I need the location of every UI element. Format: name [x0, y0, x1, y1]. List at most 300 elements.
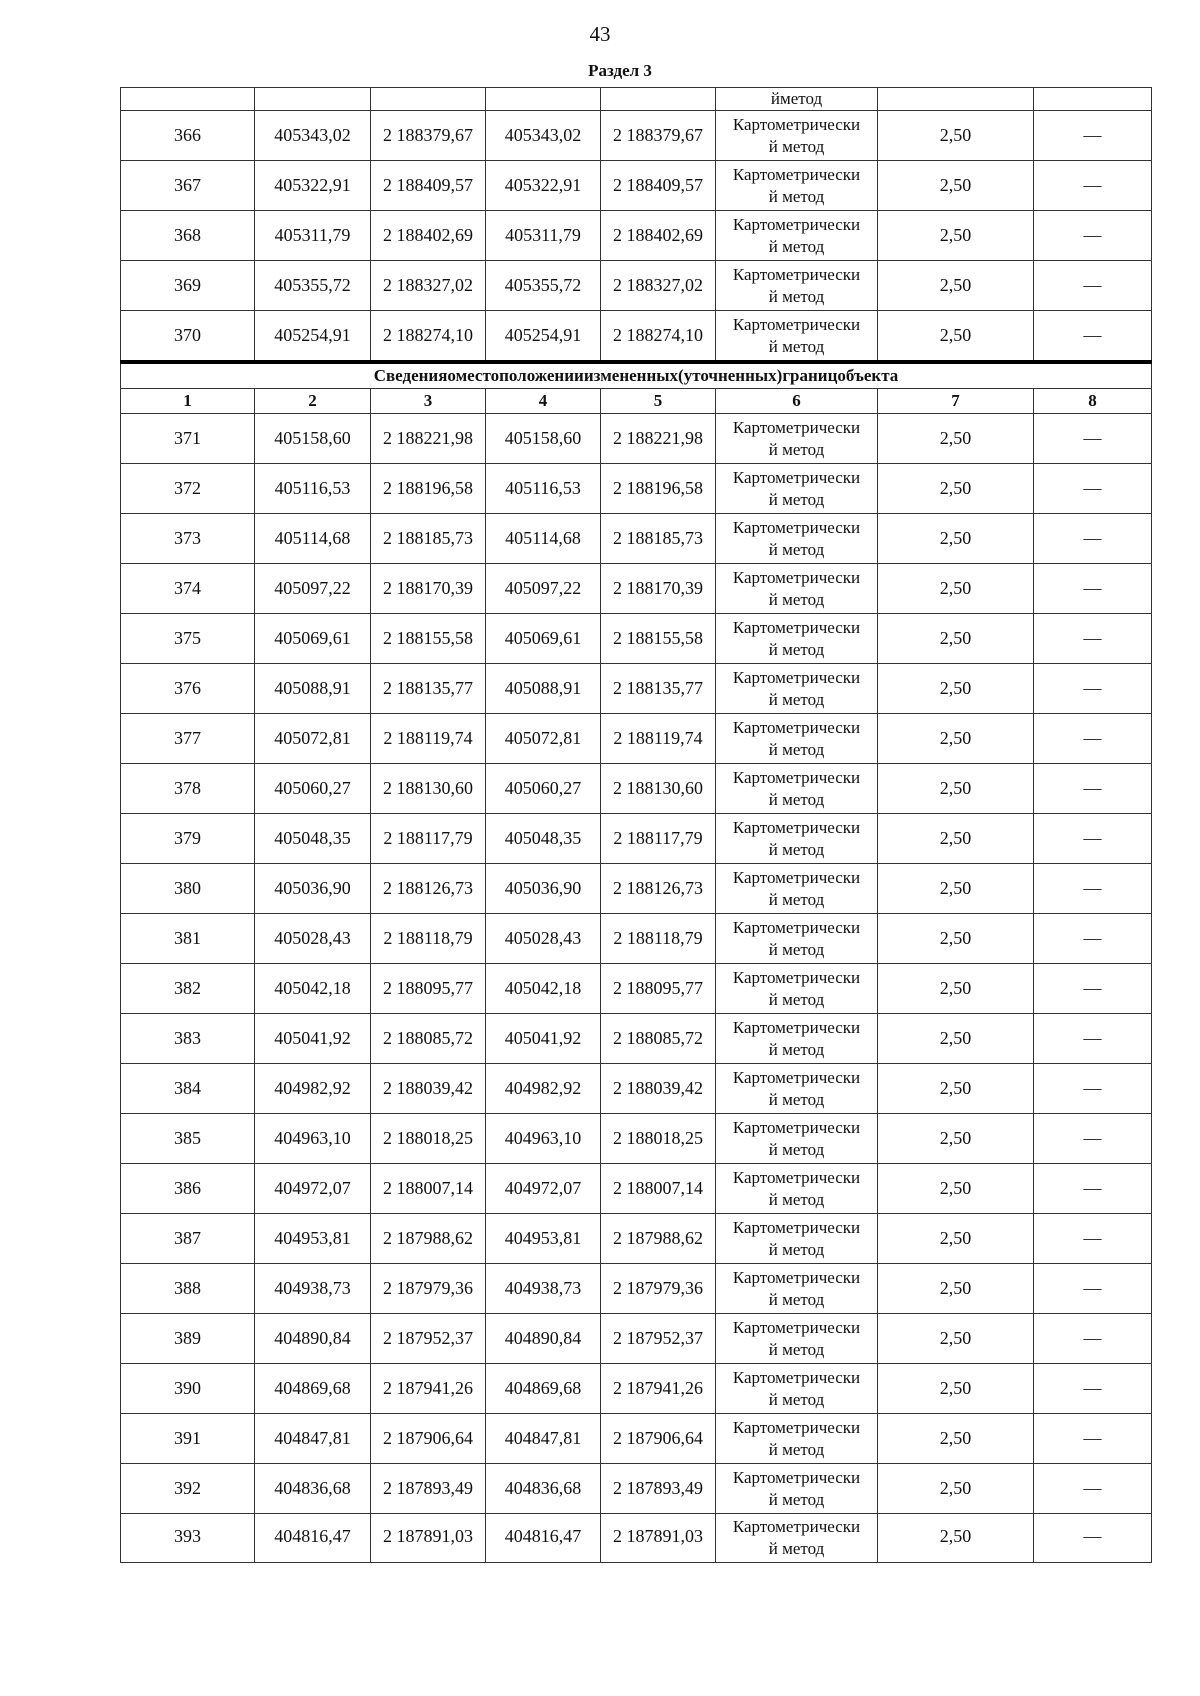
column-number: 8 [1034, 389, 1152, 414]
column-number: 5 [601, 389, 716, 414]
table-row [121, 964, 1152, 1014]
point-number-cell: 381 [121, 914, 255, 964]
method-cell [716, 211, 878, 261]
method-line1: Картометрически [732, 467, 861, 487]
y-new-cell: 2 188155,58 [601, 614, 716, 664]
subsection-row [121, 362, 1152, 389]
x-old-cell: 404890,84 [255, 1314, 371, 1364]
method-line2: й метод [768, 989, 825, 1009]
dash-cell: — [1034, 1314, 1152, 1364]
y-old-cell: 2 187988,62 [371, 1214, 486, 1264]
method-line1: Картометрически [732, 1217, 861, 1237]
table-row [121, 814, 1152, 864]
method-cell [716, 1414, 878, 1464]
table-row [121, 1114, 1152, 1164]
table-row [121, 1464, 1152, 1514]
column-number: 7 [878, 389, 1034, 414]
method-cell [716, 1014, 878, 1064]
x-old-cell: 405322,91 [255, 161, 371, 211]
accuracy-cell: 2,50 [878, 414, 1034, 464]
table-row [121, 514, 1152, 564]
method-line2: й метод [768, 1289, 825, 1309]
x-old-cell: 404963,10 [255, 1114, 371, 1164]
point-number-cell: 390 [121, 1364, 255, 1414]
table-row [121, 414, 1152, 464]
x-old-cell: 405041,92 [255, 1014, 371, 1064]
x-old-cell: 405158,60 [255, 414, 371, 464]
y-new-cell: 2 188135,77 [601, 664, 716, 714]
column-number: 3 [371, 389, 486, 414]
method-line1: Картометрически [732, 1267, 861, 1287]
x-old-cell: 404953,81 [255, 1214, 371, 1264]
y-new-cell: 2 188274,10 [601, 311, 716, 363]
x-old-cell: 405060,27 [255, 764, 371, 814]
accuracy-cell: 2,50 [878, 1114, 1034, 1164]
method-cell [716, 261, 878, 311]
table-row [121, 1414, 1152, 1464]
accuracy-cell: 2,50 [878, 564, 1034, 614]
accuracy-cell: 2,50 [878, 864, 1034, 914]
method-line2: й метод [768, 1489, 825, 1509]
x-old-cell: 405343,02 [255, 111, 371, 161]
method-line2: й метод [768, 1139, 825, 1159]
method-line1: Картометрически [732, 1417, 861, 1437]
y-new-cell: 2 187893,49 [601, 1464, 716, 1514]
method-line2: й метод [768, 639, 825, 659]
y-old-cell: 2 188039,42 [371, 1064, 486, 1114]
table-row [121, 914, 1152, 964]
coordinates-table [120, 87, 1152, 1563]
point-number-cell: 392 [121, 1464, 255, 1514]
x-old-cell: 404816,47 [255, 1514, 371, 1563]
method-line1: Картометрически [732, 867, 861, 887]
point-number-cell: 382 [121, 964, 255, 1014]
y-new-cell: 2 187979,36 [601, 1264, 716, 1314]
method-cell [716, 1064, 878, 1114]
y-old-cell: 2 188117,79 [371, 814, 486, 864]
y-old-cell: 2 188018,25 [371, 1114, 486, 1164]
x-new-cell: 405311,79 [486, 211, 601, 261]
x-new-cell: 405158,60 [486, 414, 601, 464]
table-row [121, 211, 1152, 261]
table-row [121, 1064, 1152, 1114]
table-row [121, 714, 1152, 764]
y-old-cell: 2 188185,73 [371, 514, 486, 564]
point-number-cell: 384 [121, 1064, 255, 1114]
method-line2: й метод [768, 489, 825, 509]
method-line1: Картометрически [732, 417, 861, 437]
x-old-cell: 405355,72 [255, 261, 371, 311]
method-line2: й метод [768, 1089, 825, 1109]
x-old-cell: 405114,68 [255, 514, 371, 564]
method-line1: Картометрически [732, 1317, 861, 1337]
accuracy-cell: 2,50 [878, 1314, 1034, 1364]
method-line2: й метод [768, 589, 825, 609]
dash-cell: — [1034, 614, 1152, 664]
method-cell [716, 1464, 878, 1514]
accuracy-cell: 2,50 [878, 614, 1034, 664]
dash-cell: — [1034, 1214, 1152, 1264]
x-old-cell: 404847,81 [255, 1414, 371, 1464]
table-row [121, 614, 1152, 664]
x-new-cell: 405042,18 [486, 964, 601, 1014]
dash-cell: — [1034, 414, 1152, 464]
y-old-cell: 2 188274,10 [371, 311, 486, 363]
accuracy-cell: 2,50 [878, 1364, 1034, 1414]
y-new-cell: 2 188170,39 [601, 564, 716, 614]
y-old-cell: 2 188327,02 [371, 261, 486, 311]
x-new-cell: 405072,81 [486, 714, 601, 764]
x-new-cell: 404836,68 [486, 1464, 601, 1514]
x-old-cell: 405116,53 [255, 464, 371, 514]
method-line1: Картометрически [732, 517, 861, 537]
x-new-cell: 405343,02 [486, 111, 601, 161]
method-cell [716, 814, 878, 864]
dash-cell: — [1034, 814, 1152, 864]
method-cell [716, 764, 878, 814]
x-new-cell: 405355,72 [486, 261, 601, 311]
y-new-cell: 2 188402,69 [601, 211, 716, 261]
table-row [121, 1514, 1152, 1563]
table-row [121, 1214, 1152, 1264]
table-row [121, 1314, 1152, 1364]
y-old-cell: 2 188135,77 [371, 664, 486, 714]
method-line2: й метод [768, 1439, 825, 1459]
accuracy-cell: 2,50 [878, 964, 1034, 1014]
y-new-cell: 2 188117,79 [601, 814, 716, 864]
point-number-cell: 370 [121, 311, 255, 363]
y-old-cell: 2 188118,79 [371, 914, 486, 964]
y-old-cell: 2 188119,74 [371, 714, 486, 764]
x-new-cell: 405041,92 [486, 1014, 601, 1064]
x-old-cell: 405072,81 [255, 714, 371, 764]
y-old-cell: 2 187906,64 [371, 1414, 486, 1464]
y-old-cell: 2 187891,03 [371, 1514, 486, 1563]
accuracy-cell: 2,50 [878, 161, 1034, 211]
point-number-cell: 379 [121, 814, 255, 864]
table-row [121, 111, 1152, 161]
accuracy-cell: 2,50 [878, 814, 1034, 864]
method-line1: Картометрически [732, 214, 861, 234]
dash-cell: — [1034, 664, 1152, 714]
accuracy-cell: 2,50 [878, 311, 1034, 363]
x-new-cell: 405254,91 [486, 311, 601, 363]
y-old-cell: 2 188126,73 [371, 864, 486, 914]
y-old-cell: 2 188170,39 [371, 564, 486, 614]
column-number: 6 [716, 389, 878, 414]
method-cell [716, 1364, 878, 1414]
method-cell [716, 714, 878, 764]
x-old-cell: 405097,22 [255, 564, 371, 614]
table-row [121, 311, 1152, 363]
x-old-cell: 405069,61 [255, 614, 371, 664]
x-new-cell: 404953,81 [486, 1214, 601, 1264]
y-new-cell: 2 187941,26 [601, 1364, 716, 1414]
table-row [121, 1264, 1152, 1314]
dash-cell: — [1034, 1464, 1152, 1514]
x-new-cell: 405114,68 [486, 514, 601, 564]
y-old-cell: 2 188085,72 [371, 1014, 486, 1064]
point-number-cell: 374 [121, 564, 255, 614]
point-number-cell: 368 [121, 211, 255, 261]
y-new-cell: 2 188126,73 [601, 864, 716, 914]
point-number-cell: 369 [121, 261, 255, 311]
y-new-cell: 2 188095,77 [601, 964, 716, 1014]
x-old-cell: 405048,35 [255, 814, 371, 864]
y-old-cell: 2 187952,37 [371, 1314, 486, 1364]
method-line2: й метод [768, 889, 825, 909]
dash-cell: — [1034, 1114, 1152, 1164]
x-new-cell: 405088,91 [486, 664, 601, 714]
method-cell [716, 111, 878, 161]
continuation-text: йметод [716, 88, 878, 111]
column-number-row [121, 389, 1152, 414]
method-cell [716, 564, 878, 614]
dash-cell: — [1034, 1514, 1152, 1563]
x-old-cell: 405042,18 [255, 964, 371, 1014]
method-line1: Картометрически [732, 1117, 861, 1137]
method-line1: Картометрически [732, 1067, 861, 1087]
method-line2: й метод [768, 136, 825, 156]
point-number-cell: 378 [121, 764, 255, 814]
x-new-cell: 405060,27 [486, 764, 601, 814]
y-old-cell: 2 188402,69 [371, 211, 486, 261]
dash-cell: — [1034, 211, 1152, 261]
section-title: Раздел 3 [588, 61, 652, 80]
y-new-cell: 2 188379,67 [601, 111, 716, 161]
subsection-title: Сведенияоместоположенииизмененных(уточненных)границобъекта [121, 362, 1152, 389]
accuracy-cell: 2,50 [878, 714, 1034, 764]
y-old-cell: 2 188409,57 [371, 161, 486, 211]
dash-cell: — [1034, 111, 1152, 161]
method-cell [716, 1164, 878, 1214]
table-row [121, 864, 1152, 914]
accuracy-cell: 2,50 [878, 764, 1034, 814]
point-number-cell: 393 [121, 1514, 255, 1563]
y-old-cell: 2 187979,36 [371, 1264, 486, 1314]
method-line1: Картометрически [732, 1367, 861, 1387]
method-cell [716, 864, 878, 914]
y-new-cell: 2 188085,72 [601, 1014, 716, 1064]
accuracy-cell: 2,50 [878, 111, 1034, 161]
y-new-cell: 2 188221,98 [601, 414, 716, 464]
x-new-cell: 405036,90 [486, 864, 601, 914]
method-cell [716, 1314, 878, 1364]
method-line1: Картометрически [732, 567, 861, 587]
dash-cell: — [1034, 261, 1152, 311]
y-new-cell: 2 188007,14 [601, 1164, 716, 1214]
accuracy-cell: 2,50 [878, 261, 1034, 311]
x-new-cell: 404847,81 [486, 1414, 601, 1464]
point-number-cell: 386 [121, 1164, 255, 1214]
method-cell [716, 964, 878, 1014]
method-cell [716, 1264, 878, 1314]
dash-cell: — [1034, 1264, 1152, 1314]
y-new-cell: 2 188018,25 [601, 1114, 716, 1164]
column-number: 1 [121, 389, 255, 414]
dash-cell: — [1034, 514, 1152, 564]
method-line1: Картометрически [732, 1167, 861, 1187]
y-new-cell: 2 188327,02 [601, 261, 716, 311]
y-new-cell: 2 187988,62 [601, 1214, 716, 1264]
x-old-cell: 405311,79 [255, 211, 371, 261]
y-old-cell: 2 188221,98 [371, 414, 486, 464]
method-line2: й метод [768, 1039, 825, 1059]
accuracy-cell: 2,50 [878, 1414, 1034, 1464]
method-line2: й метод [768, 939, 825, 959]
table-row [121, 664, 1152, 714]
method-line1: Картометрически [732, 264, 861, 284]
dash-cell: — [1034, 914, 1152, 964]
dash-cell: — [1034, 1364, 1152, 1414]
x-new-cell: 404869,68 [486, 1364, 601, 1414]
x-new-cell: 405069,61 [486, 614, 601, 664]
method-line1: Картометрически [732, 667, 861, 687]
point-number-cell: 387 [121, 1214, 255, 1264]
method-cell [716, 161, 878, 211]
x-new-cell: 405322,91 [486, 161, 601, 211]
column-number: 2 [255, 389, 371, 414]
x-new-cell: 404938,73 [486, 1264, 601, 1314]
method-cell [716, 414, 878, 464]
method-cell [716, 311, 878, 363]
accuracy-cell: 2,50 [878, 914, 1034, 964]
method-cell [716, 614, 878, 664]
point-number-cell: 373 [121, 514, 255, 564]
method-line1: Картометрически [732, 164, 861, 184]
point-number-cell: 377 [121, 714, 255, 764]
continuation-row [121, 88, 1152, 111]
dash-cell: — [1034, 1064, 1152, 1114]
y-new-cell: 2 188409,57 [601, 161, 716, 211]
dash-cell: — [1034, 161, 1152, 211]
point-number-cell: 367 [121, 161, 255, 211]
dash-cell: — [1034, 464, 1152, 514]
table-row [121, 564, 1152, 614]
y-old-cell: 2 188196,58 [371, 464, 486, 514]
point-number-cell: 375 [121, 614, 255, 664]
accuracy-cell: 2,50 [878, 1264, 1034, 1314]
x-old-cell: 404982,92 [255, 1064, 371, 1114]
x-new-cell: 404890,84 [486, 1314, 601, 1364]
accuracy-cell: 2,50 [878, 1464, 1034, 1514]
method-line2: й метод [768, 539, 825, 559]
method-line2: й метод [768, 236, 825, 256]
table-row [121, 1014, 1152, 1064]
x-old-cell: 405028,43 [255, 914, 371, 964]
point-number-cell: 388 [121, 1264, 255, 1314]
method-cell [716, 1114, 878, 1164]
point-number-cell: 372 [121, 464, 255, 514]
accuracy-cell: 2,50 [878, 1214, 1034, 1264]
page-number: 43 [589, 22, 611, 46]
x-old-cell: 405036,90 [255, 864, 371, 914]
point-number-cell: 389 [121, 1314, 255, 1364]
y-old-cell: 2 188095,77 [371, 964, 486, 1014]
method-line1: Картометрически [732, 617, 861, 637]
method-line2: й метод [768, 739, 825, 759]
dash-cell: — [1034, 1414, 1152, 1464]
y-old-cell: 2 188007,14 [371, 1164, 486, 1214]
method-line2: й метод [768, 336, 825, 356]
x-new-cell: 405097,22 [486, 564, 601, 614]
dash-cell: — [1034, 764, 1152, 814]
dash-cell: — [1034, 964, 1152, 1014]
method-line2: й метод [768, 1339, 825, 1359]
method-line2: й метод [768, 839, 825, 859]
method-line1: Картометрически [732, 1467, 861, 1487]
point-number-cell: 376 [121, 664, 255, 714]
x-old-cell: 405088,91 [255, 664, 371, 714]
point-number-cell: 366 [121, 111, 255, 161]
y-old-cell: 2 187893,49 [371, 1464, 486, 1514]
accuracy-cell: 2,50 [878, 464, 1034, 514]
y-new-cell: 2 188118,79 [601, 914, 716, 964]
table-row [121, 464, 1152, 514]
x-new-cell: 404982,92 [486, 1064, 601, 1114]
method-line2: й метод [768, 689, 825, 709]
x-new-cell: 405048,35 [486, 814, 601, 864]
point-number-cell: 380 [121, 864, 255, 914]
method-line1: Картометрически [732, 717, 861, 737]
table-row [121, 161, 1152, 211]
dash-cell: — [1034, 714, 1152, 764]
x-new-cell: 404816,47 [486, 1514, 601, 1563]
point-number-cell: 383 [121, 1014, 255, 1064]
point-number-cell: 385 [121, 1114, 255, 1164]
method-cell [716, 1514, 878, 1563]
method-cell [716, 1214, 878, 1264]
y-new-cell: 2 188039,42 [601, 1064, 716, 1114]
method-line2: й метод [768, 1539, 825, 1558]
method-line1: Картометрически [732, 917, 861, 937]
column-number: 4 [486, 389, 601, 414]
method-cell [716, 914, 878, 964]
x-new-cell: 404972,07 [486, 1164, 601, 1214]
y-new-cell: 2 187906,64 [601, 1414, 716, 1464]
method-cell [716, 664, 878, 714]
y-old-cell: 2 188155,58 [371, 614, 486, 664]
method-line1: Картометрически [732, 817, 861, 837]
y-new-cell: 2 188130,60 [601, 764, 716, 814]
accuracy-cell: 2,50 [878, 211, 1034, 261]
x-old-cell: 405254,91 [255, 311, 371, 363]
dash-cell: — [1034, 564, 1152, 614]
point-number-cell: 371 [121, 414, 255, 464]
y-old-cell: 2 188130,60 [371, 764, 486, 814]
x-old-cell: 404836,68 [255, 1464, 371, 1514]
method-line2: й метод [768, 1389, 825, 1409]
method-line2: й метод [768, 286, 825, 306]
method-line1: Картометрически [732, 967, 861, 987]
x-old-cell: 404938,73 [255, 1264, 371, 1314]
accuracy-cell: 2,50 [878, 1164, 1034, 1214]
x-old-cell: 404972,07 [255, 1164, 371, 1214]
point-number-cell: 391 [121, 1414, 255, 1464]
accuracy-cell: 2,50 [878, 1014, 1034, 1064]
y-old-cell: 2 187941,26 [371, 1364, 486, 1414]
method-line2: й метод [768, 1239, 825, 1259]
accuracy-cell: 2,50 [878, 514, 1034, 564]
method-line1: Картометрически [732, 1517, 861, 1536]
table-row [121, 1164, 1152, 1214]
y-old-cell: 2 188379,67 [371, 111, 486, 161]
accuracy-cell: 2,50 [878, 1064, 1034, 1114]
method-cell [716, 464, 878, 514]
x-new-cell: 405116,53 [486, 464, 601, 514]
table-row [121, 1364, 1152, 1414]
method-line2: й метод [768, 439, 825, 459]
